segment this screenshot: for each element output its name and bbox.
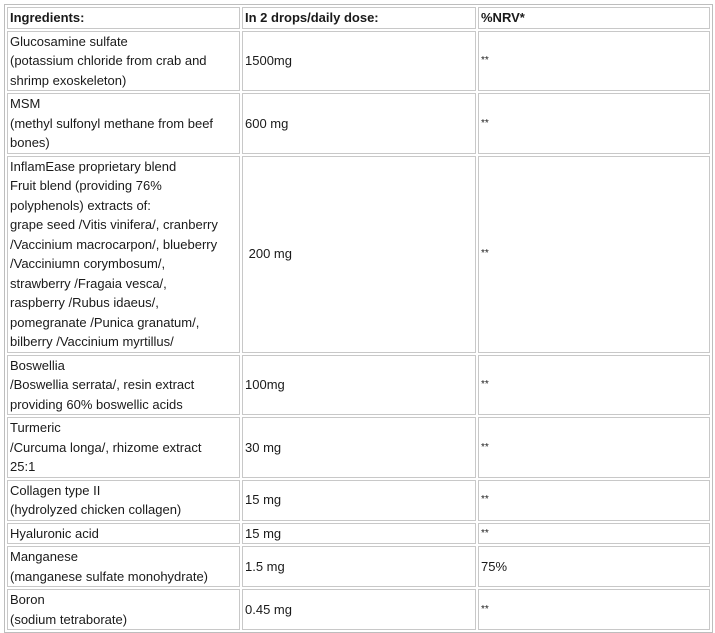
nrv-cell: ** [478, 589, 710, 630]
ingredient-text-line: pomegranate /Punica granatum/, [10, 314, 200, 330]
dose-cell: 1.5 mg [242, 546, 476, 587]
nrv-cell: ** [478, 156, 710, 353]
table-row [7, 589, 710, 630]
ingredient-text-line: /Curcuma longa/, rhizome extract [10, 439, 202, 455]
ingredient-text-line: polyphenols) extracts of: [10, 197, 151, 213]
dose-cell: 600 mg [242, 93, 476, 154]
ingredient-text-line: (methyl sulfonyl methane from beef [10, 115, 214, 131]
ingredient-text-line: Collagen type II [10, 482, 101, 498]
dose-cell: 15 mg [242, 523, 476, 545]
header-ingredients: Ingredients: [7, 7, 240, 29]
header-dose: In 2 drops/daily dose: [242, 7, 476, 29]
dose-cell: 100mg [242, 355, 476, 416]
nrv-cell: ** [478, 523, 710, 545]
ingredients-table [4, 4, 713, 633]
ingredient-cell [7, 523, 240, 545]
table-body [7, 31, 710, 631]
ingredient-text-line: /Boswellia serrata/, resin extract [10, 377, 195, 392]
ingredient-text-line: (hydrolyzed chicken collagen) [10, 502, 182, 517]
nrv-cell: ** [478, 417, 710, 478]
ingredient-text-line: Manganese [10, 549, 78, 564]
ingredient-text-line: MSM [10, 96, 41, 111]
table-row [7, 31, 710, 92]
ingredient-cell [7, 93, 240, 154]
ingredient-text-line: (potassium chloride from crab and [10, 53, 207, 68]
dose-cell: 0.45 mg [242, 589, 476, 630]
nrv-cell: ** [478, 355, 710, 416]
ingredient-text-line: providing 60% boswellic acids [10, 396, 183, 412]
ingredient-cell [7, 355, 240, 416]
dose-cell: 1500mg [242, 31, 476, 92]
dose-cell: 15 mg [242, 480, 476, 521]
ingredient-text-line: bilberry /Vaccinium myrtillus/ [10, 334, 174, 349]
table-row [7, 417, 710, 478]
ingredient-text-line: raspberry /Rubus idaeus/, [10, 295, 159, 310]
nrv-cell: 75% [478, 546, 710, 587]
table-row [7, 523, 710, 545]
table-row [7, 480, 710, 521]
ingredient-cell [7, 546, 240, 587]
ingredient-text-line: /Vacciniumn corymbosum/, [10, 256, 166, 271]
ingredient-cell [7, 480, 240, 521]
ingredient-text-line: Hyaluronic acid [10, 525, 99, 541]
table-row [7, 355, 710, 416]
table-row [7, 156, 710, 353]
ingredient-text-line: (sodium tetraborate) [10, 611, 128, 627]
ingredient-text-line: bones) [10, 135, 50, 150]
nrv-cell: ** [478, 93, 710, 154]
ingredient-text-line: strawberry /Fragaia vesca/, [10, 275, 167, 291]
table-row [7, 93, 710, 154]
ingredient-text-line: Fruit blend (providing 76% [10, 178, 162, 193]
ingredient-text-line: Turmeric [10, 420, 61, 435]
ingredient-cell [7, 589, 240, 630]
ingredient-text-line: shrimp exoskeleton) [10, 72, 127, 88]
nrv-cell: ** [478, 480, 710, 521]
dose-cell: 200 mg [242, 156, 476, 353]
ingredient-text-line: (manganese sulfate monohydrate) [10, 568, 209, 584]
nrv-cell: ** [478, 31, 710, 92]
ingredient-cell [7, 31, 240, 92]
header-nrv: %NRV* [478, 7, 710, 29]
ingredient-text-line: grape seed /Vitis vinifera/, cranberry [10, 217, 218, 232]
table-row [7, 546, 710, 587]
table-header-row [7, 7, 710, 29]
ingredient-text-line: 25:1 [10, 459, 36, 474]
dose-cell: 30 mg [242, 417, 476, 478]
ingredient-text-line: Boron [10, 592, 45, 607]
ingredient-cell [7, 156, 240, 353]
ingredient-text-line: /Vaccinium macrocarpon/, blueberry [10, 236, 218, 252]
ingredient-text-line: Boswellia [10, 357, 65, 373]
ingredient-cell [7, 417, 240, 478]
ingredient-text-line: Glucosamine sulfate [10, 33, 128, 49]
ingredient-text-line: InflamEase proprietary blend [10, 158, 177, 174]
